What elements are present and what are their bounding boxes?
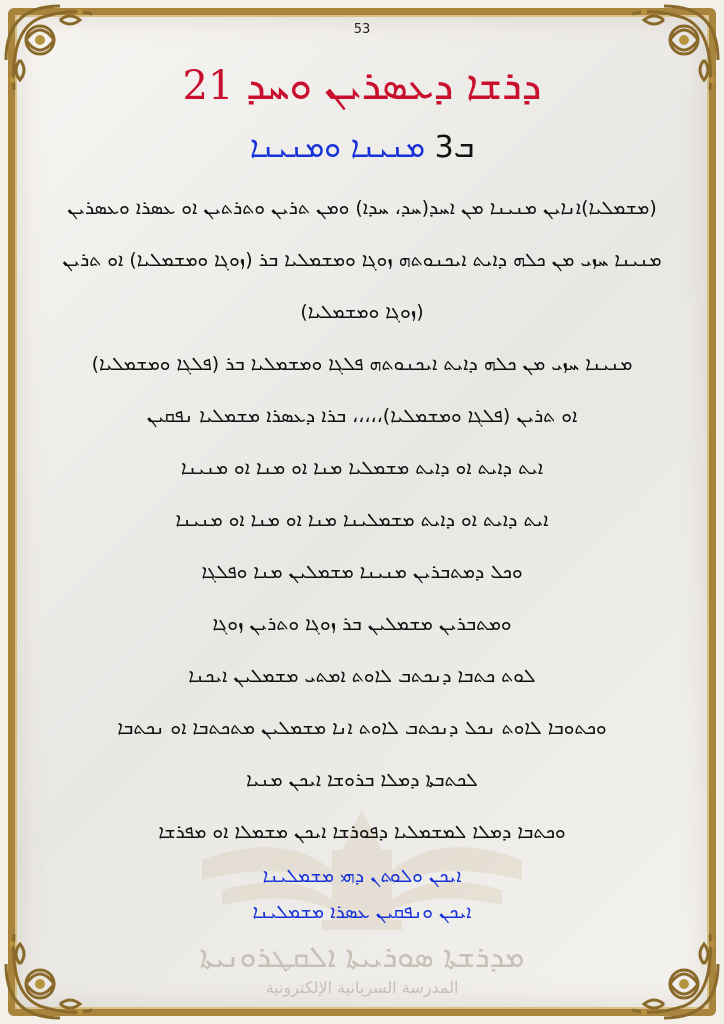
body-line: (ܡܫܡܠܝܐ)ܐܢܐܝܢ ܡܢܝܢܐ ܡܢ ܐܚܕ(ܚܕ، ܚܕܐ) ܘܡܢ ܬܪܝܢ ܘܬܪܬܝܢ ܐܘ ܥܣܪܐ ܘܥܣܪܝܢ — [67, 197, 657, 219]
body-line: (ܙܘܓܐ ܘܡܫܡܠܝܐ) — [300, 301, 424, 323]
body-line: ܡܢܝܢܐ ܚܙܝ ܡܢ ܟܠܗ ܕܐܝܬ ܐܝܟܢܘܬܗ ܙܘܓܐ ܘܡܫܡܠܝܐ ܒܪ (ܙܘܓܐ ܘܡܫܡܠܝܐ) ܐܘ ܬܪܝܢ — [62, 249, 662, 271]
page-number: 53 — [353, 22, 371, 37]
body-line: ܡܢܝܢܐ ܚܙܝ ܡܢ ܟܠܗ ܕܐܝܬ ܐܝܟܢܘܬܗ ܦܠܓܐ ܘܡܫܡܠܝܐ ܒܪ (ܦܠܓܐ ܘܡܫܡܠܝܐ) — [91, 353, 633, 375]
lesson-number: 21 — [182, 63, 234, 109]
body-line: ܐܘ ܬܪܝܢ (ܦܠܓܐ ܘܡܫܡܠܝܐ)،،،،، ܒܪܐ ܕܥܣܪܐ ܡܫܡܠܝܐ ܢܦܩܝܢ — [146, 405, 578, 427]
body-line: ܘܟܬܘܒܐ ܠܐܘܬ ܢܟܠ ܕܢܟܬܒ ܠܐܘܬ ܐܢܐ ܡܫܡܠܝܢ ܡܬܟܬܒܐ ܐܘ ܢܟܬܒܐ — [117, 717, 607, 739]
body-line: ܐܝܬ ܕܐܝܬ ܐܘ ܕܐܝܬ ܡܫܡܠܝܐ ܡܢܐ ܐܘ ܡܢܐ ܐܘ ܡܢܝܢܐ — [180, 457, 544, 479]
lesson-title-text: ܕܪܫܐ ܕܥܣܪܝܢ ܘܚܕ — [246, 63, 542, 109]
body-line: ܘܟܠ ܕܡܬܒܪܝܢ ܡܢܝܢܐ ܡܫܡܠܝܢ ܡܢܐ ܘܦܠܓܐ — [201, 561, 523, 583]
footer-school-name-syriac: ܡܕܪܫܬܐ ܣܘܪܝܝܬܐ ܐܠܩܛܪܘܢܝܬܐ — [199, 940, 525, 975]
body-line: ܘܡܬܒܪܝܢ ܡܫܡܠܝܢ ܒܪ ܙܘܓܐ ܘܬܪܝܢ ܙܘܓܐ — [212, 613, 512, 635]
footer-school-name-arabic: المدرسة السريانية الإلكترونية — [265, 978, 459, 997]
body-line: ܠܟܬܒܬܐ ܕܡܠܐ ܒܪܘܫܐ ܐܝܟܢ ܡܢܝܐ — [246, 769, 478, 791]
lesson-body — [60, 182, 664, 930]
body-line: ܠܘܬ ܟܬܒܐ ܕܢܟܬܒ ܠܐܘܬ ܐܡܬܝ ܡܫܡܠܝܢ ܐܝܟܢܐ — [188, 665, 536, 687]
lesson-title — [0, 60, 724, 112]
subtitle-blue-text: ܡܢܝܢܐ ܘܡܢܝܢܐ — [249, 130, 426, 165]
body-line: ܘܟܬܒܐ ܕܡܠܐ ܠܡܫܡܠܝܐ ܕܦܘܪܫܐ ܐܝܟܢ ܡܫܡܠܐ ܐܘ ܡܦܪܫܐ — [158, 821, 566, 843]
subtitle-prefix: ܒ3 — [434, 130, 475, 165]
body-line-blue: ܐܝܟܢ ܘܠܘܬܢ ܕܗܝ ܡܫܡܠܝܢܐ — [262, 865, 462, 887]
body-line: ܐܝܬ ܕܐܝܬ ܐܘ ܕܐܝܬ ܡܫܡܠܝܢܐ ܡܢܐ ܐܘ ܡܢܐ ܐܘ ܡܢܝܢܐ — [175, 509, 549, 531]
body-line-blue: ܐܝܟܢ ܘܢܦܩܝܢ ܥܣܪܐ ܡܫܡܠܝܢܐ — [252, 901, 472, 923]
lesson-subtitle — [0, 128, 724, 168]
